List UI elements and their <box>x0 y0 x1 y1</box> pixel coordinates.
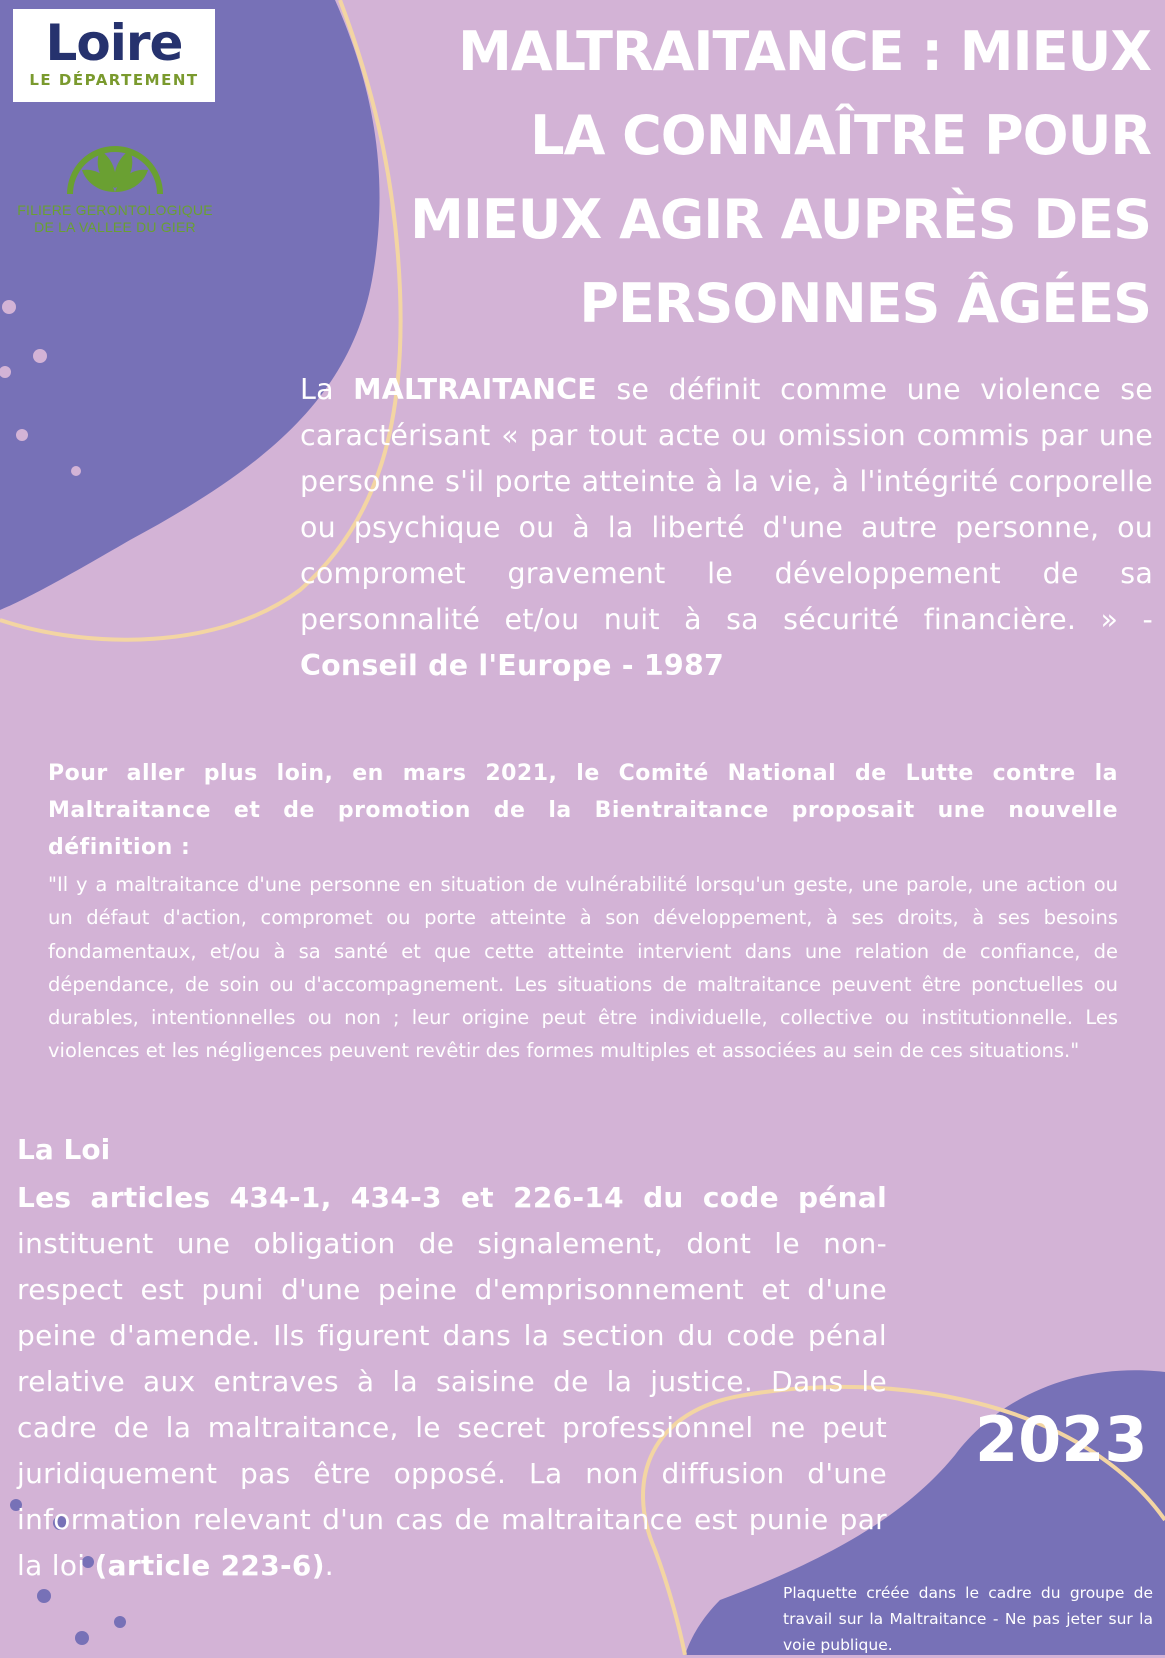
law-body: instituent une obligation de signalement, dont le non-respect est puni d'une peine d'emprisonnement et d'une peine d'amende. Ils figurent dans la section du code pénal relative aux entraves à la saisine de la justice. Dans le cadre de la maltraitance, le secret professionnel ne peut juridiquement pas être opposé. La non diffusion d'une information relevant d'un cas de maltraitance est punie par la loi <box>17 1227 887 1582</box>
loire-logo <box>13 9 215 102</box>
law-paragraph <box>17 1175 887 1589</box>
dot <box>16 429 28 441</box>
year-label: 2023 <box>975 1403 1148 1476</box>
law-end: . <box>324 1549 334 1582</box>
dot <box>37 1589 51 1603</box>
title-line-2: LA CONNAÎTRE POUR <box>530 104 1151 167</box>
dot <box>71 466 81 476</box>
footer-note: Plaquette créée dans le cadre du groupe de travail sur la Maltraitance - Ne pas jeter sur la voie publique. <box>783 1584 1153 1654</box>
law-heading: La Loi <box>17 1133 111 1166</box>
title-line-1: MALTRAITANCE : MIEUX <box>458 20 1151 83</box>
filiere-line-1: FILIERE GERONTOLOGIQUE <box>17 202 213 218</box>
definition-body: se définit comme une violence se caractérisant « par tout acte ou omission commis par une personne s'il porte atteinte à la vie, à l'intégrité corporelle ou psychique ou à la liberté d'une autre personne, ou compromet gravement le développement de sa personnalité et/ou nuit à sa sécurité financière. » - <box>300 373 1153 636</box>
dot <box>2 300 16 314</box>
definition-term: MALTRAITANCE <box>353 373 597 406</box>
dot <box>75 1631 89 1645</box>
title-line-4: PERSONNES ÂGÉES <box>579 272 1151 335</box>
leaf-emblem-icon <box>60 122 170 202</box>
loire-logo-word: Loire <box>45 14 183 72</box>
page-title <box>391 10 1151 346</box>
title-line-3: MIEUX AGIR AUPRÈS DES <box>410 188 1151 251</box>
law-articles: Les articles 434-1, 434-3 et 226-14 du code pénal <box>17 1181 887 1214</box>
dot <box>114 1616 126 1628</box>
definition-paragraph <box>300 367 1153 689</box>
dot <box>33 349 47 363</box>
new-definition-quote: "Il y a maltraitance d'une personne en situation de vulnérabilité lorsqu'un geste, une parole, une action ou un défaut d'action, compromet ou porte atteinte à son développement, à ses droits, à ses besoins fondamentaux, et/ou à sa santé et que cette atteinte intervient dans une relation de confiance, de dépendance, de soin ou d'accompagnement. Les situations de maltraitance peuvent être ponctuelles ou durables, intentionnelles ou non ; leur origine peut être individuelle, collective ou institutionnelle. Les violences et les négligences peuvent revêtir des formes multiples et associées au sein de ces situations." <box>48 873 1118 1063</box>
law-article-ref: (article 223-6) <box>94 1549 325 1582</box>
filiere-logo <box>10 122 220 236</box>
loire-logo-subtitle: LE DÉPARTEMENT <box>29 71 199 89</box>
new-definition-intro: Pour aller plus loin, en mars 2021, le Comité National de Lutte contre la Maltraitance et de promotion de la Bientraitance proposait une nouvelle définition : <box>48 761 1118 860</box>
filiere-line-2: DE LA VALLEE DU GIER <box>34 219 196 235</box>
definition-prefix: La <box>300 373 354 406</box>
definition-source: Conseil de l'Europe - 1987 <box>300 649 725 682</box>
